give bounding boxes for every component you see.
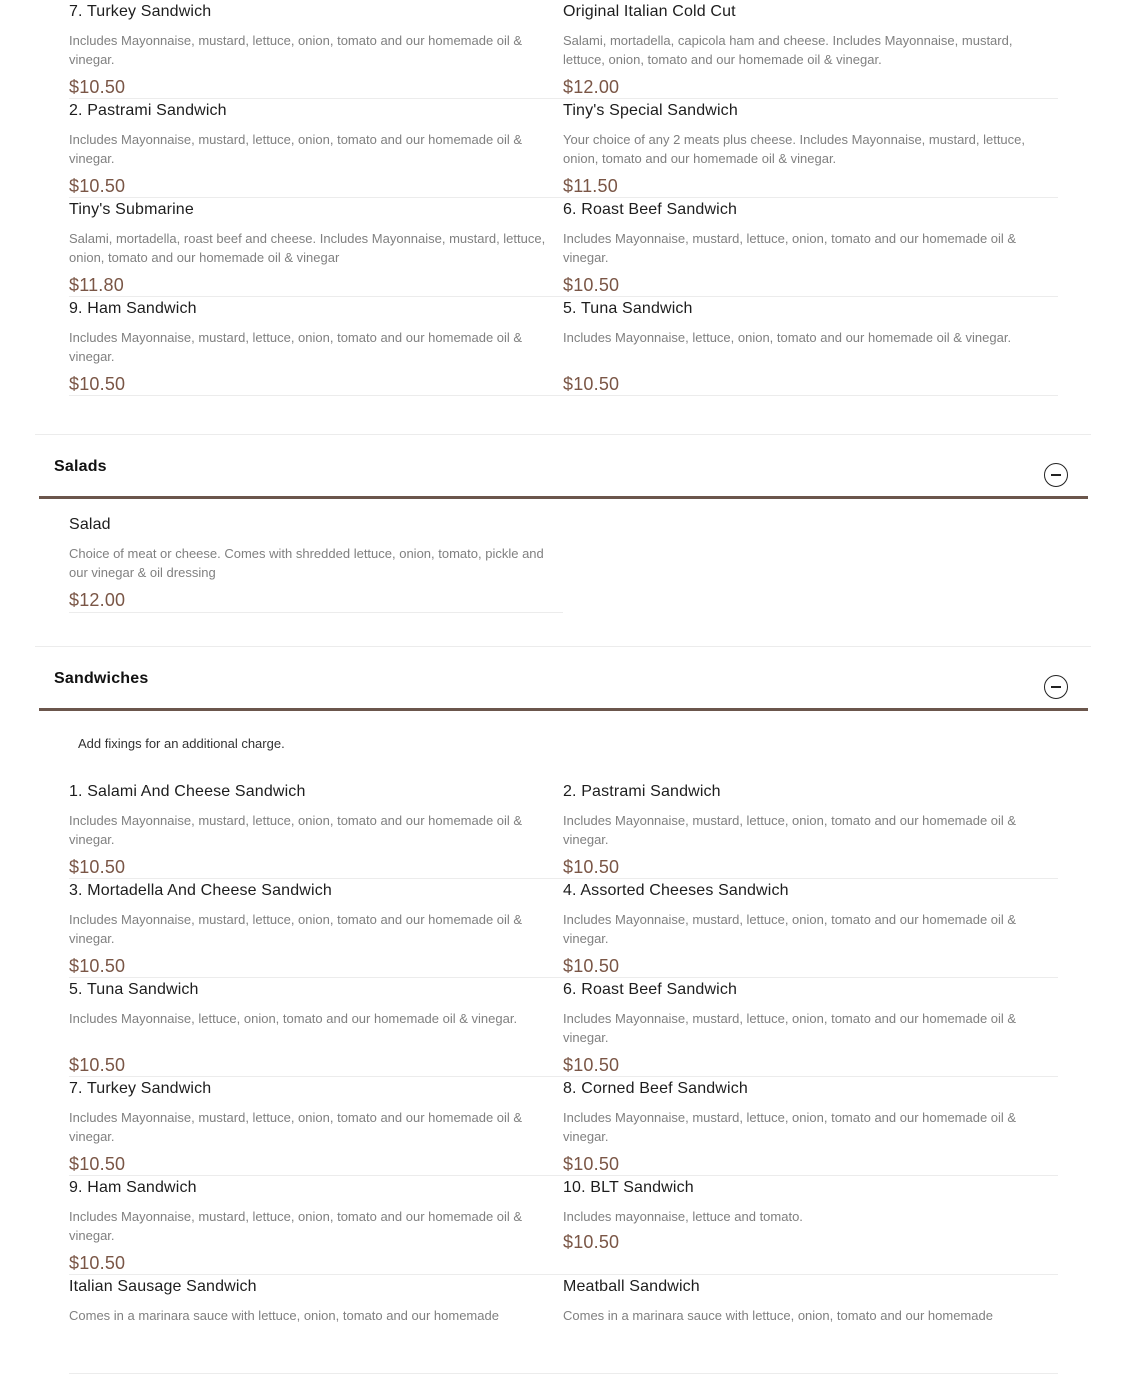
menu-item[interactable]: [69, 1176, 563, 1275]
menu-grid-sandwiches: [69, 780, 1058, 1374]
item-description: Comes in a marinara sauce with lettuce, onion, tomato and our homemade: [563, 1308, 993, 1323]
item-price: $10.50: [563, 857, 620, 877]
item-price: $10.50: [69, 77, 126, 97]
item-price: $10.50: [69, 1154, 126, 1174]
item-name: 3. Mortadella And Cheese Sandwich: [69, 882, 332, 899]
item-name: 6. Roast Beef Sandwich: [563, 981, 738, 998]
item-name: 5. Tuna Sandwich: [563, 300, 693, 317]
menu-item[interactable]: [563, 1077, 1058, 1176]
item-price: $10.50: [69, 374, 126, 394]
menu-item[interactable]: [563, 297, 1058, 396]
item-name: 1. Salami And Cheese Sandwich: [69, 783, 306, 800]
item-price: $10.50: [563, 1232, 620, 1252]
item-description: Your choice of any 2 meats plus cheese. Includes Mayonnaise, mustard, lettuce, onion, tomato and our homemade oil & vinegar.: [563, 132, 1026, 166]
menu-item[interactable]: [69, 0, 563, 99]
menu-item[interactable]: [69, 879, 563, 978]
item-description: Salami, mortadella, capicola ham and cheese. Includes Mayonnaise, mustard, lettuce, onion, tomato and our homemade oil & vinegar.: [563, 33, 1013, 67]
item-price: $10.50: [69, 956, 126, 976]
item-price: $11.50: [563, 176, 618, 196]
item-price: $11.80: [69, 275, 124, 295]
item-price: $10.50: [69, 1055, 126, 1075]
section-title: Sandwiches: [54, 670, 149, 687]
section-header-sandwiches[interactable]: [39, 648, 1088, 711]
item-price: $10.50: [69, 857, 126, 877]
item-price: $10.50: [69, 1253, 126, 1273]
item-name: Italian Sausage Sandwich: [69, 1278, 257, 1295]
menu-grid-previous-section: [69, 0, 1058, 396]
item-description: Includes Mayonnaise, mustard, lettuce, onion, tomato and our homemade oil & vinegar.: [69, 912, 523, 946]
item-price: $10.50: [563, 374, 620, 394]
item-name: 2. Pastrami Sandwich: [563, 783, 721, 800]
minus-circle-icon[interactable]: [1044, 463, 1068, 487]
menu-item[interactable]: [563, 198, 1058, 297]
minus-circle-icon[interactable]: [1044, 675, 1068, 699]
item-description: Includes Mayonnaise, mustard, lettuce, onion, tomato and our homemade oil & vinegar.: [69, 1209, 523, 1243]
menu-item[interactable]: [69, 1077, 563, 1176]
item-name: 10. BLT Sandwich: [563, 1179, 694, 1196]
section-divider: [35, 434, 1091, 435]
item-name: Tiny's Special Sandwich: [563, 102, 738, 119]
item-description: Comes in a marinara sauce with lettuce, onion, tomato and our homemade: [69, 1308, 499, 1323]
item-description: Includes Mayonnaise, mustard, lettuce, onion, tomato and our homemade oil & vinegar.: [69, 813, 523, 847]
item-name: 2. Pastrami Sandwich: [69, 102, 227, 119]
section-divider: [35, 646, 1091, 647]
item-name: 4. Assorted Cheeses Sandwich: [563, 882, 789, 899]
item-price: $10.50: [69, 176, 126, 196]
item-name: Original Italian Cold Cut: [563, 3, 736, 20]
menu-item[interactable]: [563, 978, 1058, 1077]
item-price: $10.50: [563, 1154, 620, 1174]
item-price: $10.50: [563, 275, 620, 295]
item-name: 5. Tuna Sandwich: [69, 981, 199, 998]
item-description: Includes Mayonnaise, mustard, lettuce, onion, tomato and our homemade oil & vinegar.: [69, 1110, 523, 1144]
item-price: $10.50: [563, 1055, 620, 1075]
item-name: Tiny's Submarine: [69, 201, 194, 218]
menu-item[interactable]: [563, 1176, 1058, 1275]
item-name: 7. Turkey Sandwich: [69, 3, 212, 20]
item-name: Salad: [69, 516, 111, 533]
item-description: Includes Mayonnaise, mustard, lettuce, onion, tomato and our homemade oil & vinegar.: [563, 231, 1017, 265]
section-header-salads[interactable]: [39, 436, 1088, 499]
item-price: $10.50: [563, 956, 620, 976]
item-name: 8. Corned Beef Sandwich: [563, 1080, 748, 1097]
menu-item[interactable]: [69, 978, 563, 1077]
item-name: 9. Ham Sandwich: [69, 1179, 197, 1196]
menu-item[interactable]: [69, 780, 563, 879]
item-name: 9. Ham Sandwich: [69, 300, 197, 317]
menu-item[interactable]: [69, 513, 563, 613]
item-description: Includes Mayonnaise, lettuce, onion, tomato and our homemade oil & vinegar.: [563, 330, 1012, 345]
item-description: Includes Mayonnaise, mustard, lettuce, onion, tomato and our homemade oil & vinegar.: [563, 1110, 1017, 1144]
item-name: 6. Roast Beef Sandwich: [563, 201, 738, 218]
menu-item[interactable]: [563, 99, 1058, 198]
item-name: 7. Turkey Sandwich: [69, 1080, 212, 1097]
menu-item[interactable]: [563, 0, 1058, 99]
item-description: Includes Mayonnaise, mustard, lettuce, onion, tomato and our homemade oil & vinegar.: [69, 132, 523, 166]
item-description: Includes Mayonnaise, mustard, lettuce, onion, tomato and our homemade oil & vinegar.: [69, 330, 523, 364]
item-description: Choice of meat or cheese. Comes with shredded lettuce, onion, tomato, pickle and our vinegar & oil dressing: [69, 546, 544, 580]
item-description: Includes mayonnaise, lettuce and tomato.: [563, 1209, 803, 1224]
item-name: Meatball Sandwich: [563, 1278, 700, 1295]
menu-item[interactable]: [563, 780, 1058, 879]
section-title: Salads: [54, 458, 107, 475]
menu-item[interactable]: [69, 198, 563, 297]
item-description: Salami, mortadella, roast beef and cheese. Includes Mayonnaise, mustard, lettuce, onion, tomato and our homemade oil & vinegar: [69, 231, 546, 265]
item-description: Includes Mayonnaise, mustard, lettuce, onion, tomato and our homemade oil & vinegar.: [69, 33, 523, 67]
item-description: Includes Mayonnaise, lettuce, onion, tomato and our homemade oil & vinegar.: [69, 1011, 518, 1026]
item-price: $12.00: [69, 590, 126, 610]
section-note: Add fixings for an additional charge.: [78, 736, 285, 751]
item-description: Includes Mayonnaise, mustard, lettuce, onion, tomato and our homemade oil & vinegar.: [563, 912, 1017, 946]
item-description: Includes Mayonnaise, mustard, lettuce, onion, tomato and our homemade oil & vinegar.: [563, 813, 1017, 847]
menu-item[interactable]: [69, 99, 563, 198]
item-price: $12.00: [563, 77, 620, 97]
menu-item[interactable]: [69, 297, 563, 396]
menu-item[interactable]: [563, 879, 1058, 978]
item-description: Includes Mayonnaise, mustard, lettuce, onion, tomato and our homemade oil & vinegar.: [563, 1011, 1017, 1045]
